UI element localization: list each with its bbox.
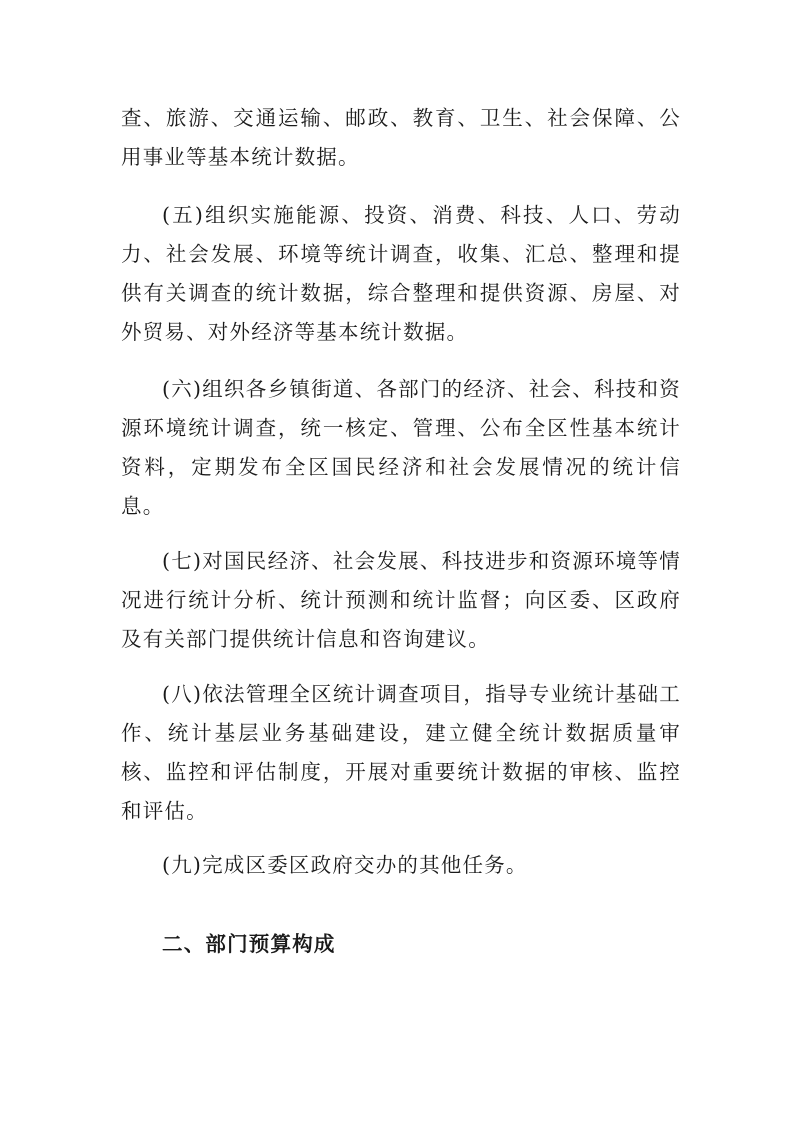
paragraph-item-9: (九)完成区委区政府交办的其他任务。 bbox=[162, 853, 528, 877]
section-heading: 二、部门预算构成 bbox=[162, 932, 336, 956]
paragraph-item-7: (七)对国民经济、社会发展、科技进步和资源环境等情况进行统计分析、统计预测和统计监督；向区委、区政府及有关部门提供统计信息和咨询建议。 bbox=[121, 549, 681, 651]
paragraph-item-5: (五)组织实施能源、投资、消费、科技、人口、劳动力、社会发展、环境等统计调查，收集、汇总、整理和提供有关调查的统计数据，综合整理和提供资源、房屋、对外贸易、对外经济等基本统计数据。 bbox=[121, 203, 681, 344]
paragraph-continuation: 查、旅游、交通运输、邮政、教育、卫生、社会保障、公用事业等基本统计数据。 bbox=[121, 106, 681, 169]
paragraph-item-6: (六)组织各乡镇街道、各部门的经济、社会、科技和资源环境统计调查，统一核定、管理、公布全区性基本统计资料，定期发布全区国民经济和社会发展情况的统计信息。 bbox=[121, 377, 681, 518]
paragraph-item-8: (八)依法管理全区统计调查项目，指导专业统计基础工作、统计基层业务基础建设，建立健全统计数据质量审核、监控和评估制度，开展对重要统计数据的审核、监控和评估。 bbox=[121, 682, 681, 823]
